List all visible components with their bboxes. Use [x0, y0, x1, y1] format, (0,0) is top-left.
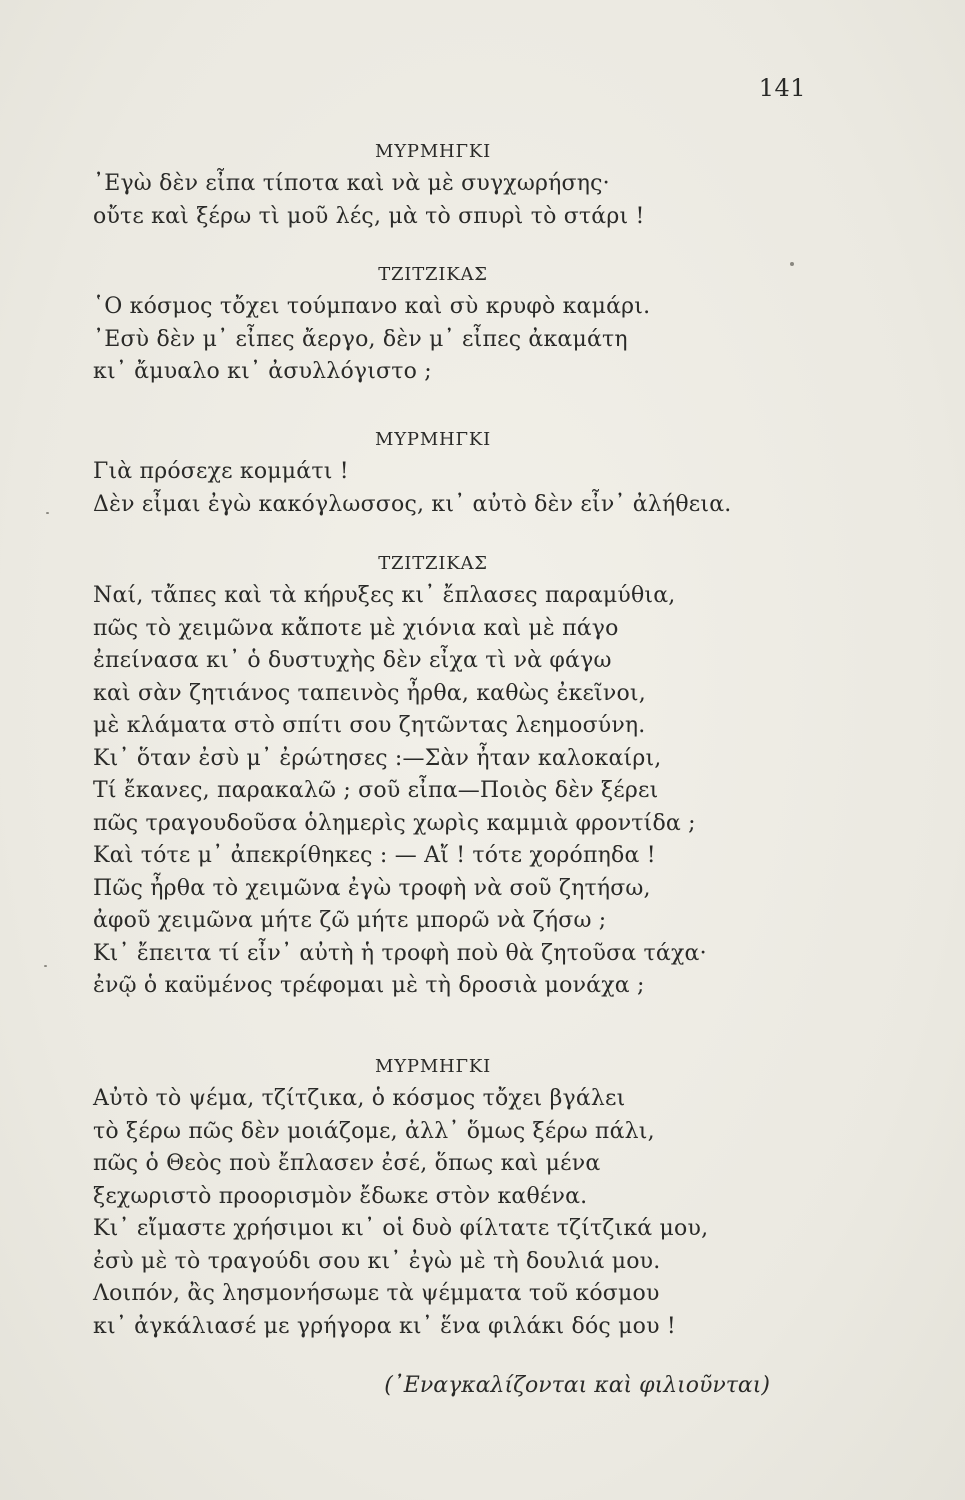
- dialogue-section: [93, 424, 773, 521]
- verse-line: καὶ σὰν ζητιάνος ταπεινὸς ἦρθα, καθὼς ἐκεῖνοι,: [93, 680, 646, 706]
- bleed-through-text: ​: [467, 400, 473, 474]
- dialogue-section: [93, 259, 773, 389]
- verse-line: κι᾿ ἀγκάλιασέ με γρήγορα κι᾿ ἕνα φιλάκι δός μου !: [93, 1313, 676, 1339]
- verse-line: Αὐτὸ τὸ ψέμα, τζίτζικα, ὁ κόσμος τὄχει βγάλει: [93, 1086, 626, 1111]
- stage-direction: (᾿Εναγκαλίζονται καὶ φιλιοῦνται): [384, 1373, 770, 1398]
- verse-line: Γιὰ πρόσεχε κομμάτι !: [93, 459, 349, 484]
- paper-speck: [44, 965, 47, 967]
- verse-line: ξεχωριστὸ προορισμὸν ἔδωκε στὸν καθένα.: [93, 1183, 588, 1209]
- verse-line: Καὶ τότε μ᾿ ἀπεκρίθηκες : — Αἴ ! τότε χορόπηδα !: [93, 843, 656, 868]
- verse-line: Λοιπόν, ἂς λησμονήσωμε τὰ ψέμματα τοῦ κόσμου: [93, 1281, 660, 1306]
- verse-line: οὔτε καὶ ξέρω τὶ μοῦ λές, μὰ τὸ σπυρὶ τὸ στάρι !: [93, 203, 645, 229]
- verse-line: Ναί, τἄπες καὶ τὰ κήρυξες κι᾿ ἔπλασες παραμύθια,: [93, 583, 676, 608]
- speaker-heading: ΜΥΡΜΗΓΚΙ: [375, 1056, 491, 1077]
- verse-line: ἐνῷ ὁ καϋμένος τρέφομαι μὲ τὴ δροσιὰ μονάχα ;: [93, 973, 645, 998]
- verse-line: ᾿Εσὺ δὲν μ᾿ εἶπες ἄεργο, δὲν μ᾿ εἶπες ἀκαμάτη: [93, 326, 628, 352]
- verse-line: κι᾿ ἄμυαλο κι᾿ ἀσυλλόγιστο ;: [93, 359, 432, 384]
- verse-line: Πῶς ἦρθα τὸ χειμῶνα ἐγὼ τροφὴ νὰ σοῦ ζητήσω,: [93, 875, 651, 901]
- paper-speck: [46, 512, 49, 514]
- verse-line: πῶς τραγουδοῦσα ὁλημερὶς χωρὶς καμμιὰ φροντίδα ;: [93, 810, 696, 836]
- verse-line: Κι᾿ εἴμαστε χρήσιμοι κι᾿ οἱ δυὸ φίλτατε τζίτζικά μου,: [93, 1216, 709, 1241]
- verse-line: Κι᾿ ὅταν ἐσὺ μ᾿ ἐρώτησες :—Σὰν ἦταν καλοκαίρι,: [93, 745, 662, 771]
- verse-line: ῾Ο κόσμος τὄχει τούμπανο καὶ σὺ κρυφὸ καμάρι.: [93, 294, 651, 319]
- speaker-heading: ΤΖΙΤΖΙΚΑΣ: [378, 553, 488, 574]
- dialogue-section: [93, 548, 773, 1003]
- verse-line: ᾿Εγὼ δὲν εἶπα τίποτα καὶ νὰ μὲ συγχωρήσης·: [93, 171, 610, 196]
- verse-line: Δὲν εἶμαι ἐγὼ κακόγλωσσος, κι᾿ αὐτὸ δὲν εἶν᾿ ἀλήθεια.: [93, 491, 732, 517]
- speaker-heading: ΜΥΡΜΗΓΚΙ: [375, 429, 491, 450]
- verse-line: Κι᾿ ἔπειτα τί εἶν᾿ αὐτὴ ἡ τροφὴ ποὺ θὰ ζητοῦσα τάχα·: [93, 940, 707, 966]
- verse-line: ἐπείνασα κι᾿ ὁ δυστυχὴς δὲν εἶχα τὶ νὰ φάγω: [93, 648, 612, 673]
- verse-line: πῶς ὁ Θεὸς ποὺ ἔπλασεν ἐσέ, ὅπως καὶ μένα: [93, 1151, 601, 1176]
- verse-line: Τί ἔκανες, παρακαλῶ ; σοῦ εἶπα—Ποιὸς δὲν ξέρει: [93, 778, 659, 803]
- speaker-heading: ΜΥΡΜΗΓΚΙ: [375, 141, 491, 162]
- verse-line: τὸ ξέρω πῶς δὲν μοιάζομε, ἀλλ᾿ ὅμως ξέρω πάλι,: [93, 1118, 655, 1144]
- verse-line: μὲ κλάματα στὸ σπίτι σου ζητῶντας λεημοσύνη.: [93, 713, 646, 738]
- page-number: 141: [758, 74, 806, 102]
- paper-speck: [790, 262, 794, 266]
- verse-line: ἀφοῦ χειμῶνα μήτε ζῶ μήτε μπορῶ νὰ ζήσω ;: [93, 908, 607, 933]
- verse-line: ἐσὺ μὲ τὸ τραγούδι σου κι᾿ ἐγὼ μὲ τὴ δουλιά μου.: [93, 1248, 661, 1274]
- dialogue-section: [93, 1051, 773, 1343]
- dialogue-section: [93, 136, 773, 233]
- speaker-heading: ΤΖΙΤΖΙΚΑΣ: [378, 264, 488, 285]
- verse-line: πῶς τὸ χειμῶνα κἄποτε μὲ χιόνια καὶ μὲ πάγο: [93, 615, 619, 641]
